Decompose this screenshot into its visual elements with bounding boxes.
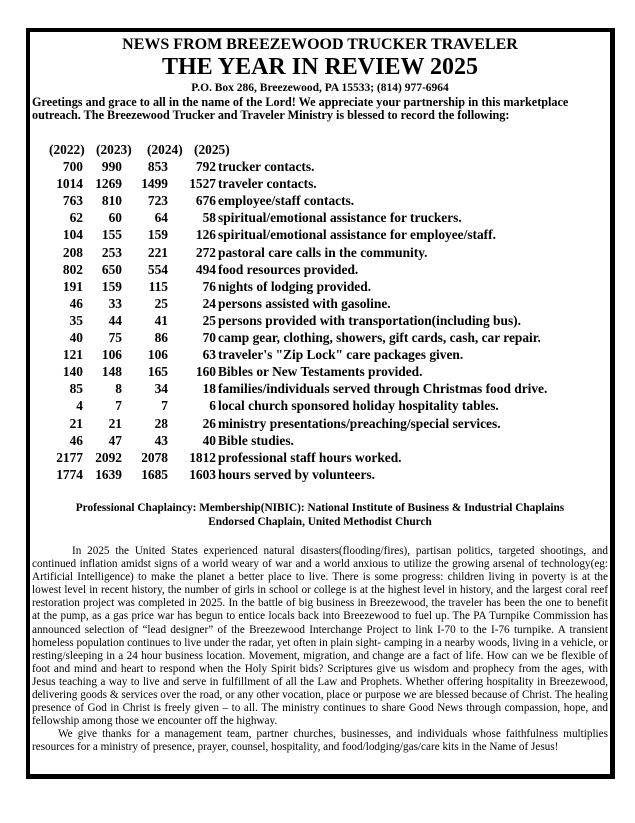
statistics-row (30, 312, 610, 329)
statistics-header-row (30, 141, 610, 158)
value-2025: 18 (202, 381, 216, 397)
value-2025: 40 (202, 432, 216, 448)
column-header-2023: (2023) (96, 142, 132, 157)
value-2024: 159 (147, 227, 168, 243)
statistics-row (30, 380, 610, 397)
value-2022: 46 (69, 295, 83, 311)
value-2025: 1527 (189, 176, 216, 192)
statistics-row (30, 192, 610, 209)
value-2022: 40 (69, 330, 83, 346)
statistic-label: food resources provided. (218, 261, 359, 277)
value-2023: 106 (101, 347, 122, 363)
value-2022: 191 (62, 278, 83, 294)
column-header-2024: (2024) (147, 142, 183, 157)
statistics-row (30, 244, 610, 261)
statistic-label: trucker contacts. (218, 159, 315, 175)
value-2025: 160 (195, 364, 216, 380)
value-2023: 990 (101, 159, 122, 175)
value-2023: 7 (115, 398, 122, 414)
statistics-row (30, 209, 610, 226)
value-2022: 21 (69, 415, 83, 431)
statistic-label: local church sponsored holiday hospitality tables. (218, 398, 499, 414)
value-2024: 853 (147, 159, 168, 175)
value-2024: 554 (147, 261, 168, 277)
statistics-row (30, 432, 610, 449)
value-2024: 41 (154, 312, 168, 328)
value-2025: 58 (202, 210, 216, 226)
statistics-row (30, 346, 610, 363)
statistics-table (30, 141, 610, 483)
value-2024: 2078 (141, 449, 168, 465)
statistics-row (30, 226, 610, 243)
value-2022: 4 (76, 398, 83, 414)
newsletter-body (32, 545, 608, 755)
value-2023: 60 (108, 210, 122, 226)
value-2024: 1499 (141, 176, 168, 192)
statistic-label: Bibles or New Testaments provided. (218, 364, 423, 380)
statistics-row (30, 415, 610, 432)
value-2025: 676 (195, 193, 216, 209)
chaplaincy-credentials (30, 501, 610, 529)
value-2024: 28 (154, 415, 168, 431)
value-2022: 62 (69, 210, 83, 226)
value-2022: 46 (69, 432, 83, 448)
page-title: THE YEAR IN REVIEW 2025 (161, 54, 479, 80)
value-2023: 159 (101, 278, 122, 294)
column-header-2022: (2022) (49, 142, 85, 157)
value-2023: 44 (108, 312, 122, 328)
value-2023: 650 (101, 261, 122, 277)
statistic-label: hours served by volunteers. (218, 466, 375, 482)
statistic-label: traveler's "Zip Lock" care packages given. (218, 347, 464, 363)
statistic-label: pastoral care calls in the community. (218, 244, 428, 260)
value-2023: 1639 (95, 466, 122, 482)
value-2025: 25 (202, 312, 216, 328)
value-2023: 75 (108, 330, 122, 346)
value-2025: 76 (202, 278, 216, 294)
value-2022: 140 (62, 364, 83, 380)
value-2025: 1812 (189, 449, 216, 465)
value-2024: 221 (147, 244, 168, 260)
chaplaincy-membership: Professional Chaplaincy: Membership(NIBIC): National Institute of Business & Industrial Chaplains (75, 502, 565, 514)
statistic-label: spiritual/emotional assistance for employee/staff. (218, 227, 496, 243)
statistics-row (30, 295, 610, 312)
value-2024: 43 (154, 432, 168, 448)
body-paragraph-2: We give thanks for a management team, partner churches, businesses, and individuals whose faithfulness multiplies resources for a ministry of presence, prayer, counsel, hospitality, and food/lodging/gas/care kits in the Name of Jesus! (32, 728, 608, 754)
statistics-row (30, 278, 610, 295)
statistics-row (30, 466, 610, 483)
value-2023: 253 (101, 244, 122, 260)
value-2025: 792 (195, 159, 216, 175)
value-2022: 1774 (56, 466, 83, 482)
value-2022: 208 (62, 244, 83, 260)
value-2024: 106 (147, 347, 168, 363)
value-2025: 126 (195, 227, 216, 243)
statistic-label: spiritual/emotional assistance for truckers. (218, 210, 462, 226)
value-2023: 8 (115, 381, 122, 397)
statistic-label: Bible studies. (218, 432, 294, 448)
value-2023: 47 (108, 432, 122, 448)
value-2023: 2092 (95, 449, 122, 465)
value-2022: 700 (62, 159, 83, 175)
statistics-row (30, 397, 610, 414)
value-2023: 155 (101, 227, 122, 243)
statistics-row (30, 449, 610, 466)
value-2024: 165 (147, 364, 168, 380)
value-2022: 104 (62, 227, 83, 243)
value-2023: 1269 (95, 176, 122, 192)
value-2022: 85 (69, 381, 83, 397)
value-2024: 115 (148, 278, 168, 294)
value-2025: 70 (202, 330, 216, 346)
statistic-label: professional staff hours worked. (218, 449, 402, 465)
value-2025: 6 (209, 398, 216, 414)
newsletter-heading: NEWS FROM BREEZEWOOD TRUCKER TRAVELER (122, 36, 518, 53)
value-2022: 802 (62, 261, 83, 277)
value-2022: 121 (62, 347, 83, 363)
value-2024: 34 (154, 381, 168, 397)
statistics-row (30, 158, 610, 175)
value-2024: 25 (154, 295, 168, 311)
value-2024: 7 (161, 398, 168, 414)
value-2025: 24 (202, 295, 216, 311)
statistic-label: nights of lodging provided. (218, 278, 372, 294)
value-2023: 810 (101, 193, 122, 209)
intro-greeting: Greetings and grace to all in the name of the Lord! We appreciate your partnership in this marketplace outreach. The Breezewood Trucker and Traveler Ministry is blessed to record the following: (32, 95, 569, 122)
statistic-label: persons provided with transportation(including bus). (218, 312, 521, 328)
statistic-label: families/individuals served through Christmas food drive. (218, 381, 548, 397)
value-2025: 26 (202, 415, 216, 431)
statistics-row (30, 363, 610, 380)
statistics-row (30, 261, 610, 278)
statistic-label: traveler contacts. (218, 176, 317, 192)
newsletter-page (26, 28, 615, 779)
value-2025: 272 (195, 244, 216, 260)
statistics-row (30, 175, 610, 192)
value-2022: 763 (62, 193, 83, 209)
value-2025: 494 (195, 261, 216, 277)
statistics-row (30, 329, 610, 346)
value-2022: 1014 (56, 176, 83, 192)
value-2023: 21 (108, 415, 122, 431)
value-2023: 148 (101, 364, 122, 380)
value-2024: 86 (154, 330, 168, 346)
statistic-label: employee/staff contacts. (218, 193, 355, 209)
statistic-label: ministry presentations/preaching/special services. (218, 415, 501, 431)
body-paragraph-1: In 2025 the United States experienced natural disasters(flooding/fires), partisan politics, targeted shootings, and continued inflation amidst signs of a world weary of war and a world anxious to utilize the growing arsenal of technology(eg: Artificial Intelligence) to make the planet a better place to live. There is some progress: children living in poverty is at the lowest level in recent history, the number of girls in school or college is at the highest level in history, and the largest coral reef restoration project was completed in 2025. In the battle of big business in Breezewood, the traveler has been the one to benefit at the pump, as a gas price war has begun to entice locals back into Breezewood to fuel up. The PA Turnpike Commission has announced selection of “lead designer” of the Breezewood Interchange Project to link I-70 to the I-76 turnpike. A transient homeless population continues to live under the radar, yet often in plain sight- camping in a nearby woods, living in a vehicle, or resting/sleeping in a 24 hour business location. Movement, migration, and change are a fact of life. How can we be flexible of foot and mind and heart to respond when the Holy Spirit bids? Scriptures give us wisdom and prophecy from the ages, with Jesus teaching a way to live and serve in fulfillment of all the Law and Prophets. Whether offering hospitality in Breezewood, delivering goods & services over the road, or any other vocation, place or purpose we are blessed because of Christ. The healing presence of God in Christ is freely given – to all. The ministry continues to share Good News through compassion, hope, and fellowship among those we encounter off the highway. (32, 545, 608, 728)
value-2024: 723 (147, 193, 168, 209)
value-2024: 64 (154, 210, 168, 226)
column-header-2025: (2025) (194, 142, 230, 157)
value-2022: 2177 (56, 449, 83, 465)
chaplaincy-endorsement: Endorsed Chaplain, United Methodist Church (208, 516, 432, 528)
value-2024: 1685 (141, 466, 168, 482)
statistic-label: camp gear, clothing, showers, gift cards, cash, car repair. (218, 330, 541, 346)
value-2023: 33 (108, 295, 122, 311)
value-2022: 35 (69, 312, 83, 328)
value-2025: 63 (202, 347, 216, 363)
contact-address: P.O. Box 286, Breezewood, PA 15533; (814) 977-6964 (191, 82, 449, 94)
value-2025: 1603 (189, 466, 216, 482)
statistic-label: persons assisted with gasoline. (218, 295, 391, 311)
